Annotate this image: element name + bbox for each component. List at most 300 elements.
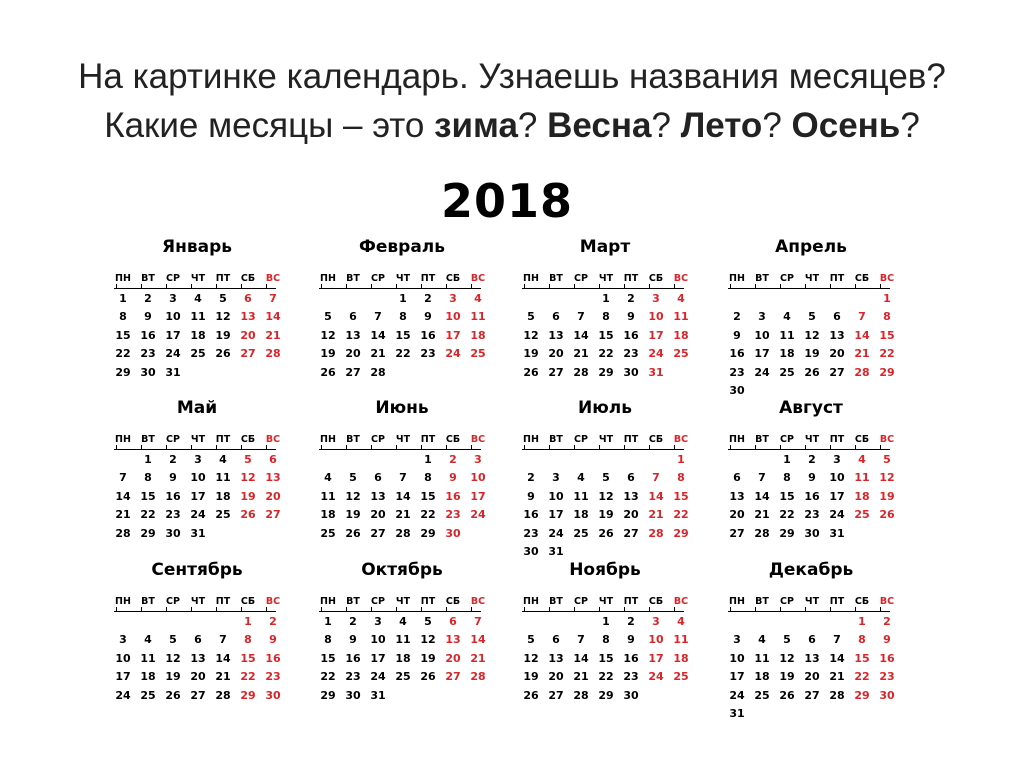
calendar-day: 26 (779, 688, 795, 702)
weekday-header: СБ (648, 434, 664, 445)
calendar-day: 21 (648, 508, 664, 522)
calendar-day: 21 (573, 347, 589, 361)
calendar-day: 27 (623, 526, 639, 540)
calendar-day: 20 (623, 508, 639, 522)
calendar-day: 28 (215, 688, 231, 702)
calendar-day: 29 (854, 688, 870, 702)
calendar-day: 8 (424, 471, 432, 485)
calendar-day: 10 (548, 489, 564, 503)
calendar-day: 3 (733, 633, 741, 647)
weekday-header: ВТ (141, 596, 155, 607)
calendar-day: 28 (370, 365, 386, 379)
calendar-day: 8 (783, 471, 791, 485)
calendar-day: 8 (602, 310, 610, 324)
calendar-day: 13 (623, 489, 639, 503)
calendar-day: 31 (548, 545, 564, 558)
calendar-day: 6 (349, 310, 357, 324)
calendar-day: 18 (140, 670, 156, 684)
calendar-day: 23 (165, 508, 181, 522)
calendar-day: 25 (140, 688, 156, 702)
calendar-day: 11 (395, 633, 411, 647)
calendar-day: 14 (754, 489, 770, 503)
header-rule (728, 288, 890, 289)
calendar-day: 21 (265, 328, 281, 342)
calendar-day: 6 (808, 633, 816, 647)
weekday-header: ПТ (623, 273, 639, 284)
calendar-day: 18 (320, 508, 336, 522)
calendar-day: 17 (648, 328, 664, 342)
weekday-header: ВТ (141, 434, 155, 445)
header-rule (114, 449, 276, 450)
calendar-day: 11 (573, 489, 589, 503)
weekday-header: ПН (729, 596, 745, 607)
calendar-day: 9 (733, 328, 741, 342)
calendar-day: 17 (548, 508, 564, 522)
calendar-day: 31 (165, 365, 181, 379)
weekday-header: СР (780, 273, 794, 284)
calendar-day: 6 (194, 633, 202, 647)
calendar-day: 20 (729, 508, 745, 522)
calendar-day: 19 (420, 651, 436, 665)
calendar-day: 28 (573, 688, 589, 702)
month-name: Март (579, 237, 631, 257)
calendar-day: 9 (883, 633, 891, 647)
calendar-day: 5 (808, 310, 816, 324)
calendar-day: 21 (395, 508, 411, 522)
calendar-day: 2 (627, 292, 635, 305)
calendar-day: 17 (648, 651, 664, 665)
calendar-day: 6 (552, 310, 560, 324)
calendar-day: 11 (470, 310, 486, 324)
weekday-header: ПН (115, 596, 131, 607)
calendar-day: 18 (215, 489, 231, 503)
weekday-header: СР (166, 434, 180, 445)
calendar-day: 22 (598, 347, 614, 361)
calendar-day: 16 (420, 328, 436, 342)
calendar-day: 7 (119, 471, 127, 485)
calendar-day: 13 (829, 328, 845, 342)
calendar-day: 1 (883, 292, 891, 305)
calendar-day: 20 (829, 347, 845, 361)
calendar-day: 24 (829, 508, 845, 522)
header-rule (114, 288, 276, 289)
calendar-day: 15 (240, 651, 256, 665)
calendar-day: 8 (244, 633, 252, 647)
calendar-day: 15 (140, 489, 156, 503)
calendar-day: 1 (602, 615, 610, 628)
calendar-day: 19 (320, 347, 336, 361)
calendar-day: 12 (523, 651, 539, 665)
calendar-day: 10 (754, 328, 770, 342)
weekday-header: ПТ (215, 596, 231, 607)
calendar-day: 31 (648, 365, 664, 379)
calendar-day: 3 (652, 292, 660, 305)
calendar-day: 21 (829, 670, 845, 684)
calendar-day: 25 (470, 347, 486, 361)
calendar-day: 10 (829, 471, 845, 485)
weekday-header: ВС (879, 434, 895, 445)
weekday-header: ПН (115, 273, 131, 284)
calendar-day: 22 (115, 347, 131, 361)
calendar-day: 16 (265, 651, 281, 665)
calendar-day: 21 (115, 508, 131, 522)
calendar-day: 20 (804, 670, 820, 684)
weekday-header: СБ (445, 596, 461, 607)
calendar-day: 28 (573, 365, 589, 379)
calendar-day: 3 (194, 453, 202, 466)
calendar-day: 7 (858, 310, 866, 324)
calendar-day: 29 (779, 526, 795, 540)
calendar-day: 26 (420, 670, 436, 684)
calendar-day: 11 (320, 489, 336, 503)
calendar-day: 20 (548, 670, 564, 684)
calendar-day: 24 (470, 508, 486, 522)
header-rule (522, 449, 684, 450)
weekday-header: ЧТ (598, 434, 614, 445)
season-winter: зима (434, 106, 518, 145)
calendar-day: 23 (879, 670, 895, 684)
weekday-header: ЧТ (190, 273, 206, 284)
calendar-day: 29 (420, 526, 436, 540)
calendar-day: 7 (758, 471, 766, 485)
calendar-day: 24 (115, 688, 131, 702)
heading-line-1: На картинке календарь. Узнаешь названия месяцев? (78, 57, 946, 96)
calendar-day: 6 (269, 453, 277, 466)
calendar-day: 15 (854, 651, 870, 665)
calendar-day: 5 (527, 310, 535, 324)
calendar-day: 10 (729, 651, 745, 665)
calendar-day: 27 (729, 526, 745, 540)
calendar-day: 22 (395, 347, 411, 361)
calendar-day: 5 (219, 292, 227, 305)
calendar-day: 13 (370, 489, 386, 503)
calendar-day: 8 (324, 633, 332, 647)
weekday-header: ПН (523, 434, 539, 445)
calendar-day: 27 (548, 688, 564, 702)
calendar-day: 7 (219, 633, 227, 647)
weekday-header: ЧТ (804, 273, 820, 284)
weekday-header: ВС (470, 273, 486, 284)
season-autumn: Осень (791, 106, 901, 145)
calendar-day: 24 (445, 347, 461, 361)
header-rule (522, 288, 684, 289)
month-name: Август (779, 398, 843, 418)
month-name: Июль (578, 398, 632, 418)
calendar-day: 7 (577, 310, 585, 324)
calendar-day: 14 (648, 489, 664, 503)
calendar-day: 6 (733, 471, 741, 485)
calendar-day: 1 (424, 453, 432, 466)
calendar-day: 5 (244, 453, 252, 466)
calendar-day: 24 (548, 526, 564, 540)
calendar-day: 1 (783, 453, 791, 466)
calendar-day: 8 (144, 471, 152, 485)
weekday-header: ПН (523, 596, 539, 607)
calendar-day: 27 (548, 365, 564, 379)
calendar-day: 13 (548, 328, 564, 342)
calendar-day: 9 (269, 633, 277, 647)
calendar-day: 31 (370, 688, 386, 702)
calendar-day: 14 (829, 651, 845, 665)
calendar-day: 2 (733, 310, 741, 324)
calendar-day: 26 (598, 526, 614, 540)
calendar-day: 18 (573, 508, 589, 522)
calendar-day: 18 (190, 328, 206, 342)
calendar-day: 21 (215, 670, 231, 684)
calendar-day: 2 (349, 615, 357, 628)
calendar-day: 28 (395, 526, 411, 540)
calendar-day: 26 (523, 365, 539, 379)
calendar-year: 2018 (440, 174, 574, 228)
weekday-header: СБ (240, 596, 256, 607)
weekday-header: ПТ (829, 434, 845, 445)
calendar-day: 23 (420, 347, 436, 361)
weekday-header: ЧТ (395, 273, 411, 284)
calendar-day: 19 (879, 489, 895, 503)
calendar-day: 28 (754, 526, 770, 540)
calendar-day: 13 (445, 633, 461, 647)
calendar-day: 16 (140, 328, 156, 342)
calendar-day: 19 (215, 328, 231, 342)
calendar-day: 20 (345, 347, 361, 361)
calendar-day: 9 (449, 471, 457, 485)
calendar-day: 20 (548, 347, 564, 361)
calendar-day: 15 (598, 328, 614, 342)
calendar-day: 10 (648, 633, 664, 647)
weekday-header: ВТ (755, 273, 769, 284)
calendar-day: 30 (623, 688, 639, 702)
month-name: Сентябрь (151, 560, 243, 580)
calendar-day: 14 (573, 328, 589, 342)
calendar-day: 10 (165, 310, 181, 324)
calendar-day: 1 (677, 453, 685, 466)
calendar-day: 29 (879, 365, 895, 379)
weekday-header: ПТ (829, 273, 845, 284)
calendar-day: 11 (673, 310, 689, 324)
calendar-day: 6 (244, 292, 252, 305)
calendar-day: 2 (527, 471, 535, 485)
calendar-day: 27 (370, 526, 386, 540)
calendar-day: 18 (673, 328, 689, 342)
calendar-day: 8 (883, 310, 891, 324)
calendar-day: 29 (598, 688, 614, 702)
header-rule (728, 611, 890, 612)
calendar-day: 19 (240, 489, 256, 503)
calendar-day: 14 (573, 651, 589, 665)
calendar-day: 5 (349, 471, 357, 485)
header-rule (319, 288, 481, 289)
calendar-day: 15 (395, 328, 411, 342)
calendar-day: 4 (577, 471, 585, 485)
calendar-day: 16 (345, 651, 361, 665)
calendar-day: 6 (449, 615, 457, 628)
calendar-day: 21 (754, 508, 770, 522)
calendar-day: 22 (779, 508, 795, 522)
calendar-day: 14 (215, 651, 231, 665)
calendar-day: 22 (854, 670, 870, 684)
calendar-day: 16 (623, 328, 639, 342)
calendar-day: 28 (115, 526, 131, 540)
calendar-day: 11 (673, 633, 689, 647)
calendar-day: 10 (648, 310, 664, 324)
calendar-day: 5 (527, 633, 535, 647)
weekday-header: ЧТ (598, 596, 614, 607)
calendar-day: 22 (673, 508, 689, 522)
weekday-header: ВС (265, 434, 281, 445)
weekday-header: СБ (240, 273, 256, 284)
calendar-day: 30 (523, 545, 539, 558)
weekday-header: ПН (320, 434, 336, 445)
calendar-day: 25 (190, 347, 206, 361)
calendar-day: 4 (144, 633, 152, 647)
calendar-day: 7 (269, 292, 277, 305)
calendar-day: 9 (627, 633, 635, 647)
calendar-day: 23 (523, 526, 539, 540)
weekday-header: ВС (470, 596, 486, 607)
calendar-day: 1 (858, 615, 866, 628)
calendar-day: 12 (240, 471, 256, 485)
calendar-day: 25 (215, 508, 231, 522)
calendar-day: 11 (190, 310, 206, 324)
calendar-day: 4 (474, 292, 482, 305)
calendar-day: 15 (673, 489, 689, 503)
calendar-day: 31 (729, 707, 745, 720)
calendar-day: 19 (523, 347, 539, 361)
weekday-header: ПН (729, 273, 745, 284)
calendar-day: 16 (879, 651, 895, 665)
calendar-day: 27 (345, 365, 361, 379)
weekday-header: ВС (879, 596, 895, 607)
calendar-day: 24 (648, 347, 664, 361)
calendar-day: 8 (602, 633, 610, 647)
calendar-day: 7 (833, 633, 841, 647)
calendar-day: 10 (445, 310, 461, 324)
calendar-day: 29 (115, 365, 131, 379)
calendar-day: 13 (190, 651, 206, 665)
month-name: Январь (162, 237, 232, 257)
calendar-day: 9 (627, 310, 635, 324)
weekday-header: ПН (729, 434, 745, 445)
calendar-day: 5 (783, 633, 791, 647)
calendar-day: 2 (449, 453, 457, 466)
calendar-day: 23 (345, 670, 361, 684)
calendar-day: 26 (215, 347, 231, 361)
calendar-day: 9 (144, 310, 152, 324)
weekday-header: СР (780, 596, 794, 607)
calendar-day: 3 (552, 471, 560, 485)
calendar-day: 3 (833, 453, 841, 466)
calendar-day: 30 (729, 384, 745, 397)
weekday-header: СБ (445, 273, 461, 284)
weekday-header: СР (574, 434, 588, 445)
calendar-day: 10 (190, 471, 206, 485)
month-name: Май (176, 398, 218, 418)
calendar-day: 21 (854, 347, 870, 361)
weekday-header: СБ (445, 434, 461, 445)
month-name: Октябрь (361, 560, 443, 580)
calendar-day: 26 (523, 688, 539, 702)
slide-heading (0, 52, 1024, 150)
calendar-day: 6 (552, 633, 560, 647)
calendar-day: 19 (779, 670, 795, 684)
calendar-day: 24 (370, 670, 386, 684)
calendar-day: 20 (370, 508, 386, 522)
header-rule (728, 449, 890, 450)
calendar-day: 2 (144, 292, 152, 305)
calendar-day: 25 (854, 508, 870, 522)
calendar-day: 13 (729, 489, 745, 503)
calendar-day: 5 (602, 471, 610, 485)
calendar-day: 30 (140, 365, 156, 379)
season-spring: Весна (547, 106, 652, 145)
calendar-day: 11 (779, 328, 795, 342)
calendar-day: 24 (648, 670, 664, 684)
calendar-day: 27 (804, 688, 820, 702)
calendar-day: 17 (165, 328, 181, 342)
calendar-day: 16 (804, 489, 820, 503)
calendar-day: 15 (320, 651, 336, 665)
weekday-header: ВС (673, 273, 689, 284)
calendar-day: 6 (833, 310, 841, 324)
calendar-day: 28 (265, 347, 281, 361)
month-name: Декабрь (768, 560, 854, 580)
calendar-day: 13 (548, 651, 564, 665)
weekday-header: ЧТ (804, 434, 820, 445)
calendar-day: 15 (879, 328, 895, 342)
weekday-header: ЧТ (395, 434, 411, 445)
calendar-day: 21 (370, 347, 386, 361)
calendar-day: 7 (374, 310, 382, 324)
weekday-header: ВС (265, 596, 281, 607)
weekday-header: СБ (240, 434, 256, 445)
calendar-day: 4 (783, 310, 791, 324)
calendar-day: 12 (779, 651, 795, 665)
calendar-day: 17 (829, 489, 845, 503)
calendar-day: 7 (652, 471, 660, 485)
weekday-header: ВС (879, 273, 895, 284)
calendar-day: 13 (265, 471, 281, 485)
weekday-header: СР (371, 434, 385, 445)
calendar-day: 20 (445, 651, 461, 665)
calendar-day: 4 (194, 292, 202, 305)
calendar-day: 16 (729, 347, 745, 361)
calendar-day: 14 (395, 489, 411, 503)
calendar-day: 12 (215, 310, 231, 324)
heading-line-2: Какие месяцы – это зима? Весна? Лето? Осень? (104, 106, 920, 145)
month-name: Апрель (775, 237, 847, 257)
calendar-day: 2 (424, 292, 432, 305)
weekday-header: ПН (320, 596, 336, 607)
calendar-day: 19 (165, 670, 181, 684)
month-name: Февраль (359, 237, 445, 257)
calendar-day: 26 (240, 508, 256, 522)
calendar-day: 28 (829, 688, 845, 702)
calendar-day: 25 (673, 670, 689, 684)
calendar-day: 21 (573, 670, 589, 684)
calendar-day: 17 (470, 489, 486, 503)
calendar-day: 1 (244, 615, 252, 628)
calendar-day: 1 (119, 292, 127, 305)
calendar-day: 13 (345, 328, 361, 342)
calendar-day: 1 (324, 615, 332, 628)
calendar-day: 2 (808, 453, 816, 466)
calendar-day: 18 (754, 670, 770, 684)
calendar-day: 26 (879, 508, 895, 522)
weekday-header: ВТ (346, 596, 360, 607)
weekday-header: СР (166, 273, 180, 284)
calendar-day: 27 (829, 365, 845, 379)
weekday-header: ПТ (420, 434, 436, 445)
